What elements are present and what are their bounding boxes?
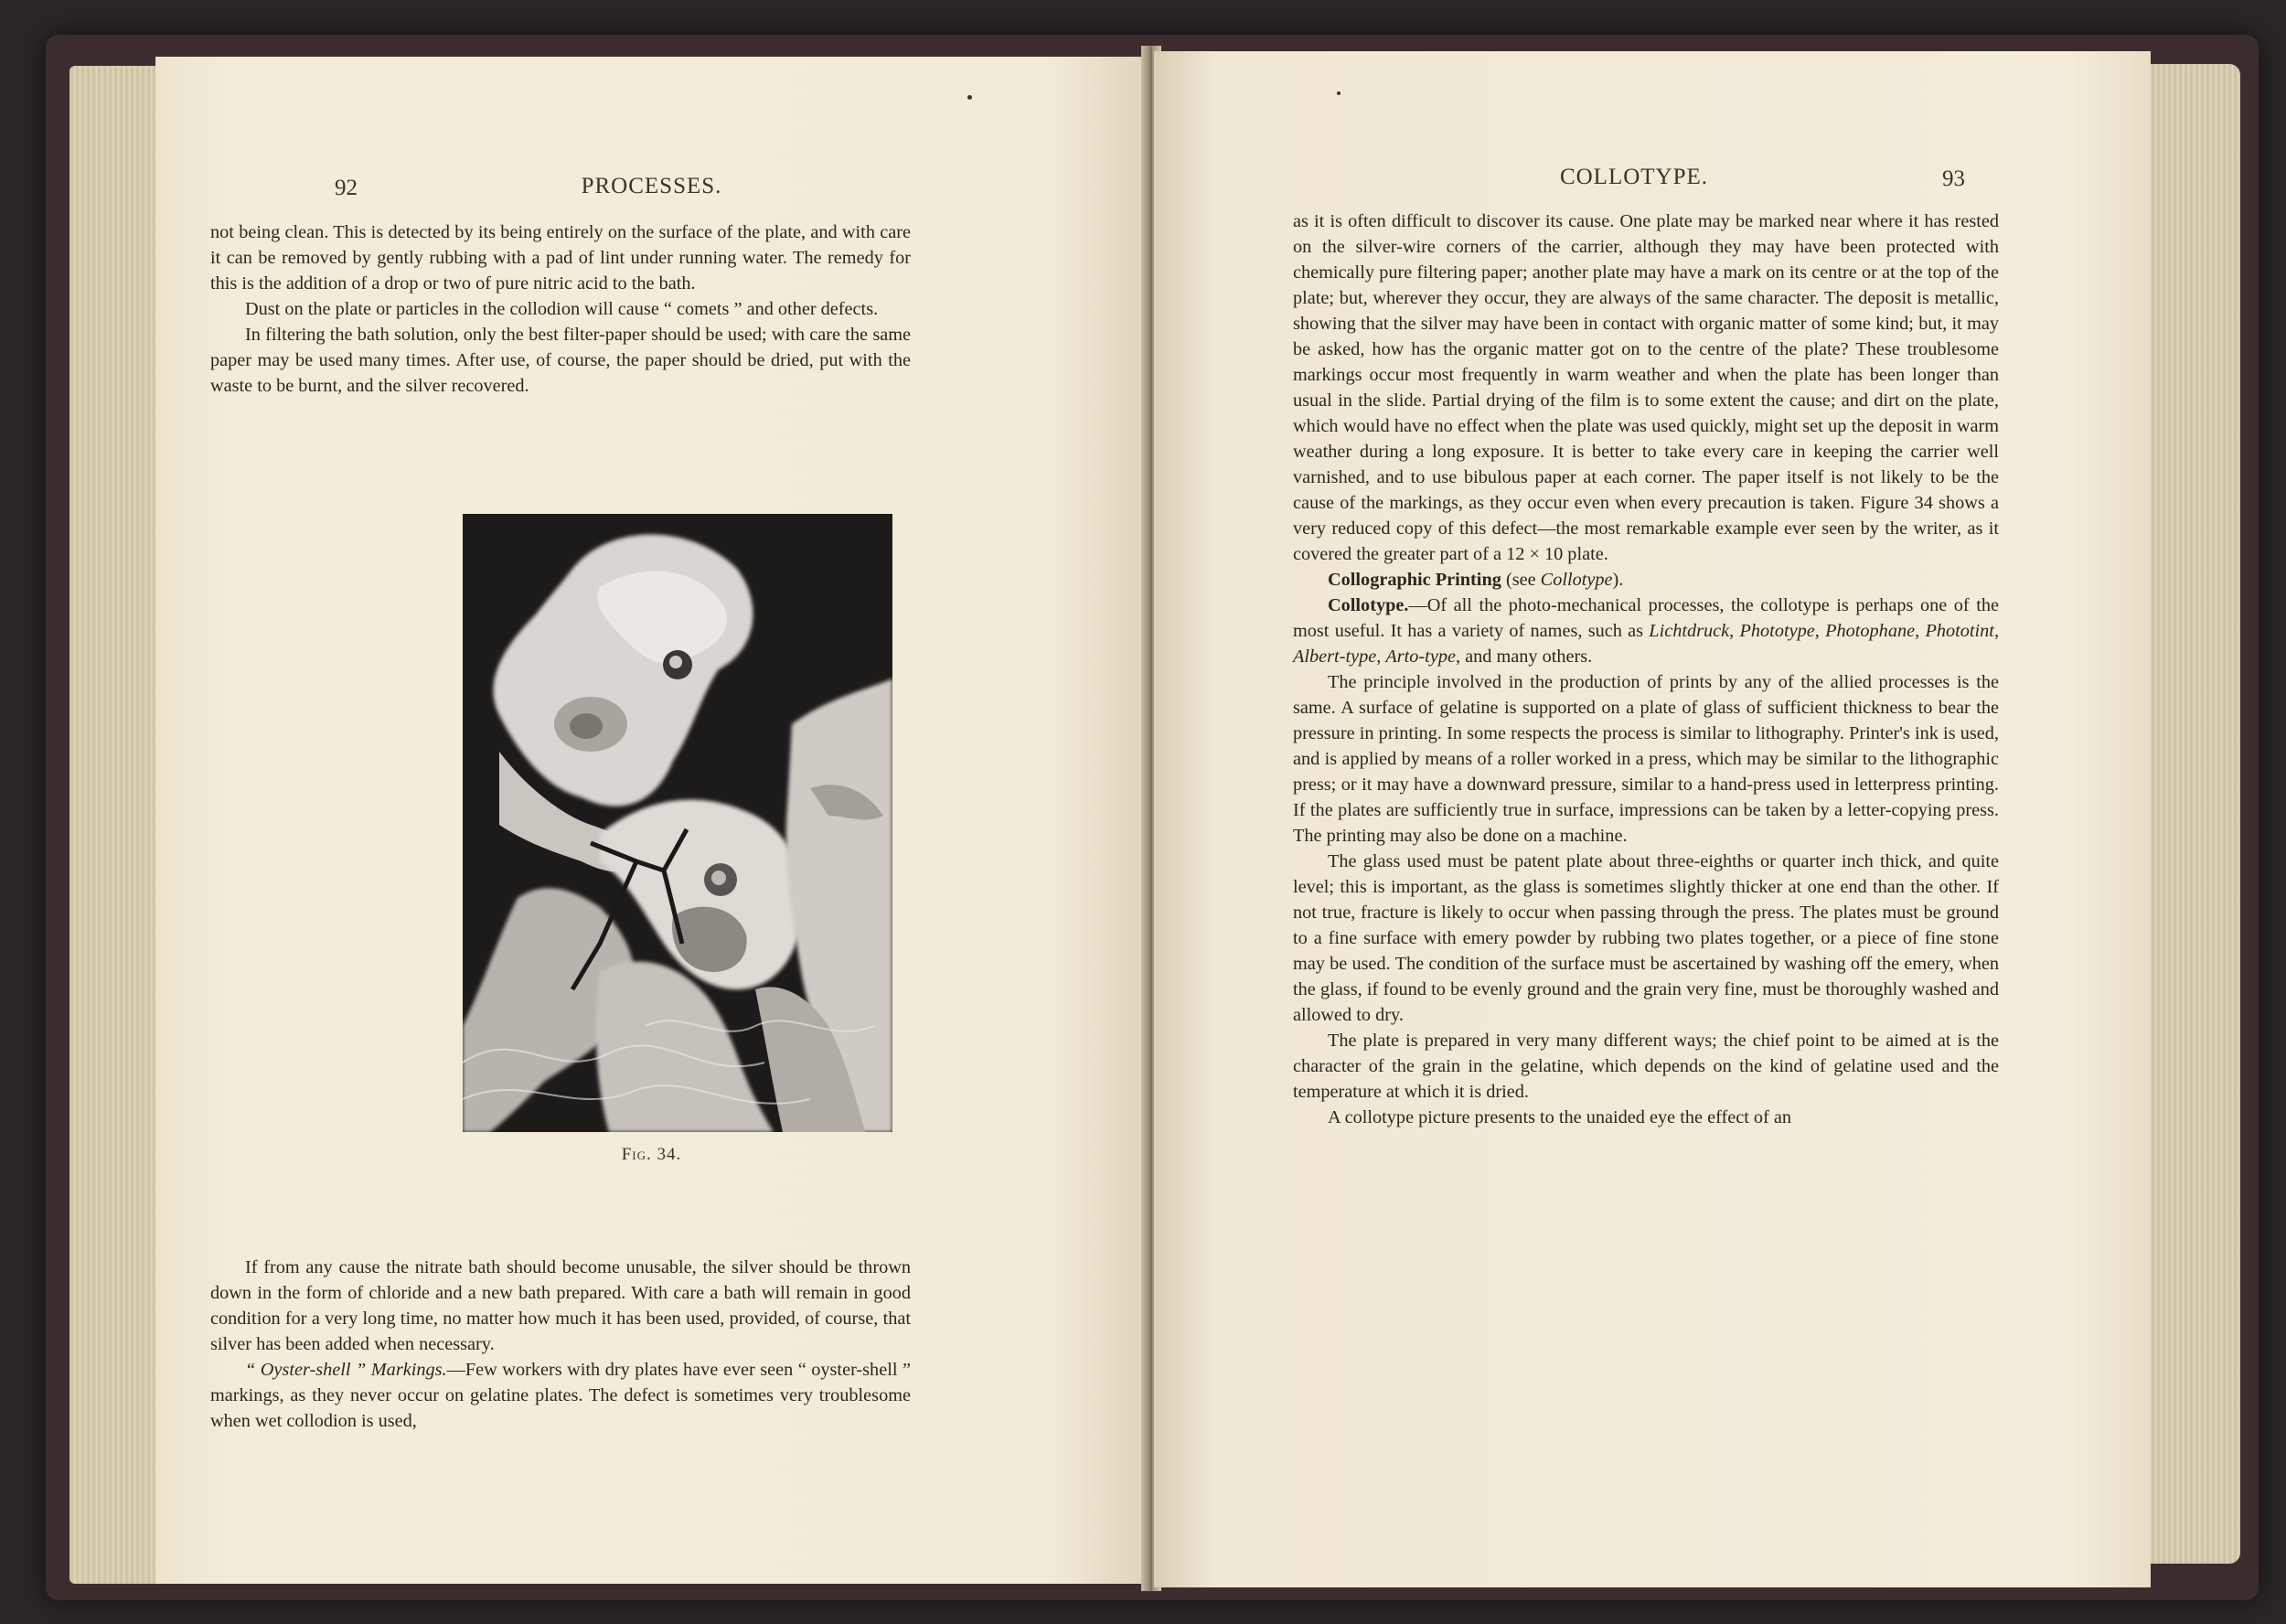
text-block-top: [210, 219, 911, 399]
paragraph: A collotype picture presents to the unaided eye the effect of an: [1328, 1107, 1792, 1127]
collotype-text-end: , and many others.: [1455, 646, 1593, 667]
paragraph: The glass used must be patent plate about three-eighths or quarter inch thick, and quite level; this is important, as the glass is sometimes slightly thicker at one end than the other. If not true, fracture is likely to occur when passing through the press. The plates must be ground to a fine surface with emery powder by rubbing two plates together, or a piece of fine stone may be used. The condition of the surface must be ascertained by washing off the emery, when the glass, if found to be evenly ground and the grain very fine, must be thoroughly washed and allowed to dry.: [1293, 851, 1999, 1025]
paragraph: Dust on the plate or particles in the collodion will cause “ comets ” and other defects.: [245, 299, 879, 319]
paragraph: In filtering the bath solution, only the best filter-paper should be used; with care the same paper may be used many times. After use, of course, the paper should be dried, put with the waste to be burnt, and the silver recovered.: [210, 325, 911, 396]
page-edges-right: [2140, 64, 2240, 1564]
collographic-entry: [1293, 567, 1999, 593]
paragraph: as it is often difficult to discover its cause. One plate may be marked near where it has rested on the silver-wire corners of the carrier, although they may have been protected with chemically pure filtering paper; another plate may have a mark on its centre or at the top of the plate; but, wherever they occur, they are always of the same character. The deposit is metallic, showing that the silver may have been in contact with organic matter of some kind; but, it may be asked, how has the organic matter got on to the centre of the plate? These troublesome markings occur most frequently in warm weather and when the plate has been longer than usual in the slide. Partial drying of the film is to some extent the cause; and dirt on the plate, which would have no effect when the plate was used quickly, might set up the deposit in warm weather during a long exposure. It is better to take every care in keeping the carrier well varnished, and to use bibulous paper at each corner. The paper itself is not likely to be the cause of the markings, as they occur even when every precaution is taken. Figure 34 shows a very reduced copy of this defect—the most remarkable example ever seen by the writer, as it covered the greater part of a 12 × 10 plate.: [1293, 211, 1999, 564]
running-head-right: COLLOTYPE.: [1559, 165, 1709, 189]
running-head-left: PROCESSES.: [581, 174, 722, 198]
left-page: [155, 57, 1148, 1584]
figure-caption: [155, 1145, 1148, 1165]
collotype-text: —Of all the photo-mechanical processes, the collotype is perhaps one of the most useful. It has a variety of names, such as: [1293, 595, 1999, 641]
collotype-name: Phototint: [1925, 621, 1994, 641]
collotype-name: Phototype: [1739, 621, 1815, 641]
figure-caption-text: Fig. 34.: [621, 1145, 682, 1164]
collographic-text-end: ).: [1612, 570, 1624, 590]
collotype-name: Arto-type: [1385, 646, 1456, 667]
figure-oyster-shell-markings: [463, 514, 892, 1132]
oyster-shell-paragraph: [210, 1357, 911, 1434]
collotype-name: Photophane: [1825, 621, 1916, 641]
page-number-left: 92: [335, 176, 358, 200]
collotype-heading: Collotype.: [1328, 595, 1409, 615]
collotype-name: Lichtdruck: [1649, 621, 1730, 641]
page-speck: [967, 95, 972, 100]
collographic-text: (see: [1501, 570, 1541, 590]
paragraph: not being clean. This is detected by its being entirely on the surface of the plate, and with care it can be removed by gently rubbing with a pad of lint under running water. The remedy for this is the addition of a drop or two of pure nitric acid to the bath.: [210, 222, 911, 294]
collotype-name: Albert-type: [1293, 646, 1377, 667]
oyster-shell-heading: “ Oyster-shell ” Markings.: [245, 1360, 447, 1380]
paragraph: The principle involved in the production of prints by any of the allied processes is the same. A surface of gelatine is supported on a plate of glass of sufficient thickness to bear the pressure in printing. In some respects the process is similar to lithography. Printer's ink is used, and is applied by means of a roller worked in a press, which may be similar to the lithographic press; or it may have a downward pressure, similar to a hand-press used in letterpress printing. If the plates are sufficiently true in surface, impressions can be taken by a letter-copying press. The printing may also be done on a machine.: [1293, 672, 1999, 846]
oyster-shell-image: [463, 514, 892, 1132]
text-block-right: [1293, 208, 1999, 1130]
text-block-bottom: [210, 1255, 911, 1434]
collographic-heading: Collographic Printing: [1328, 570, 1501, 590]
page-speck: [1337, 91, 1341, 95]
paragraph: The plate is prepared in very many different ways; the chief point to be aimed at is the character of the grain in the gelatine, which depends on the kind of gelatine used and the temperature at which it is dried.: [1293, 1031, 1999, 1102]
collotype-entry: Collotype.—Of all the photo-mechanical processes, the collotype is perhaps one of the most useful. It has a variety of names, such as Lichtdruck, Phototype, Photophane, Phototint, Albert-type, Arto-type, and many others.: [1293, 595, 2000, 667]
right-page: [1154, 51, 2151, 1587]
paragraph: If from any cause the nitrate bath should become unusable, the silver should be thrown down in the form of chloride and a new bath prepared. With care a bath will remain in good condition for a very long time, no matter how much it has been used, provided, of course, that silver has been added when necessary.: [210, 1257, 911, 1354]
collographic-reference: Collotype: [1540, 570, 1613, 590]
oyster-shell-text: —Few workers with dry plates have ever seen “ oyster-shell ” markings, as they never occur on gelatine plates. The defect is sometimes very troublesome when wet collodion is used,: [210, 1360, 911, 1431]
page-number-right: 93: [1942, 166, 1965, 191]
